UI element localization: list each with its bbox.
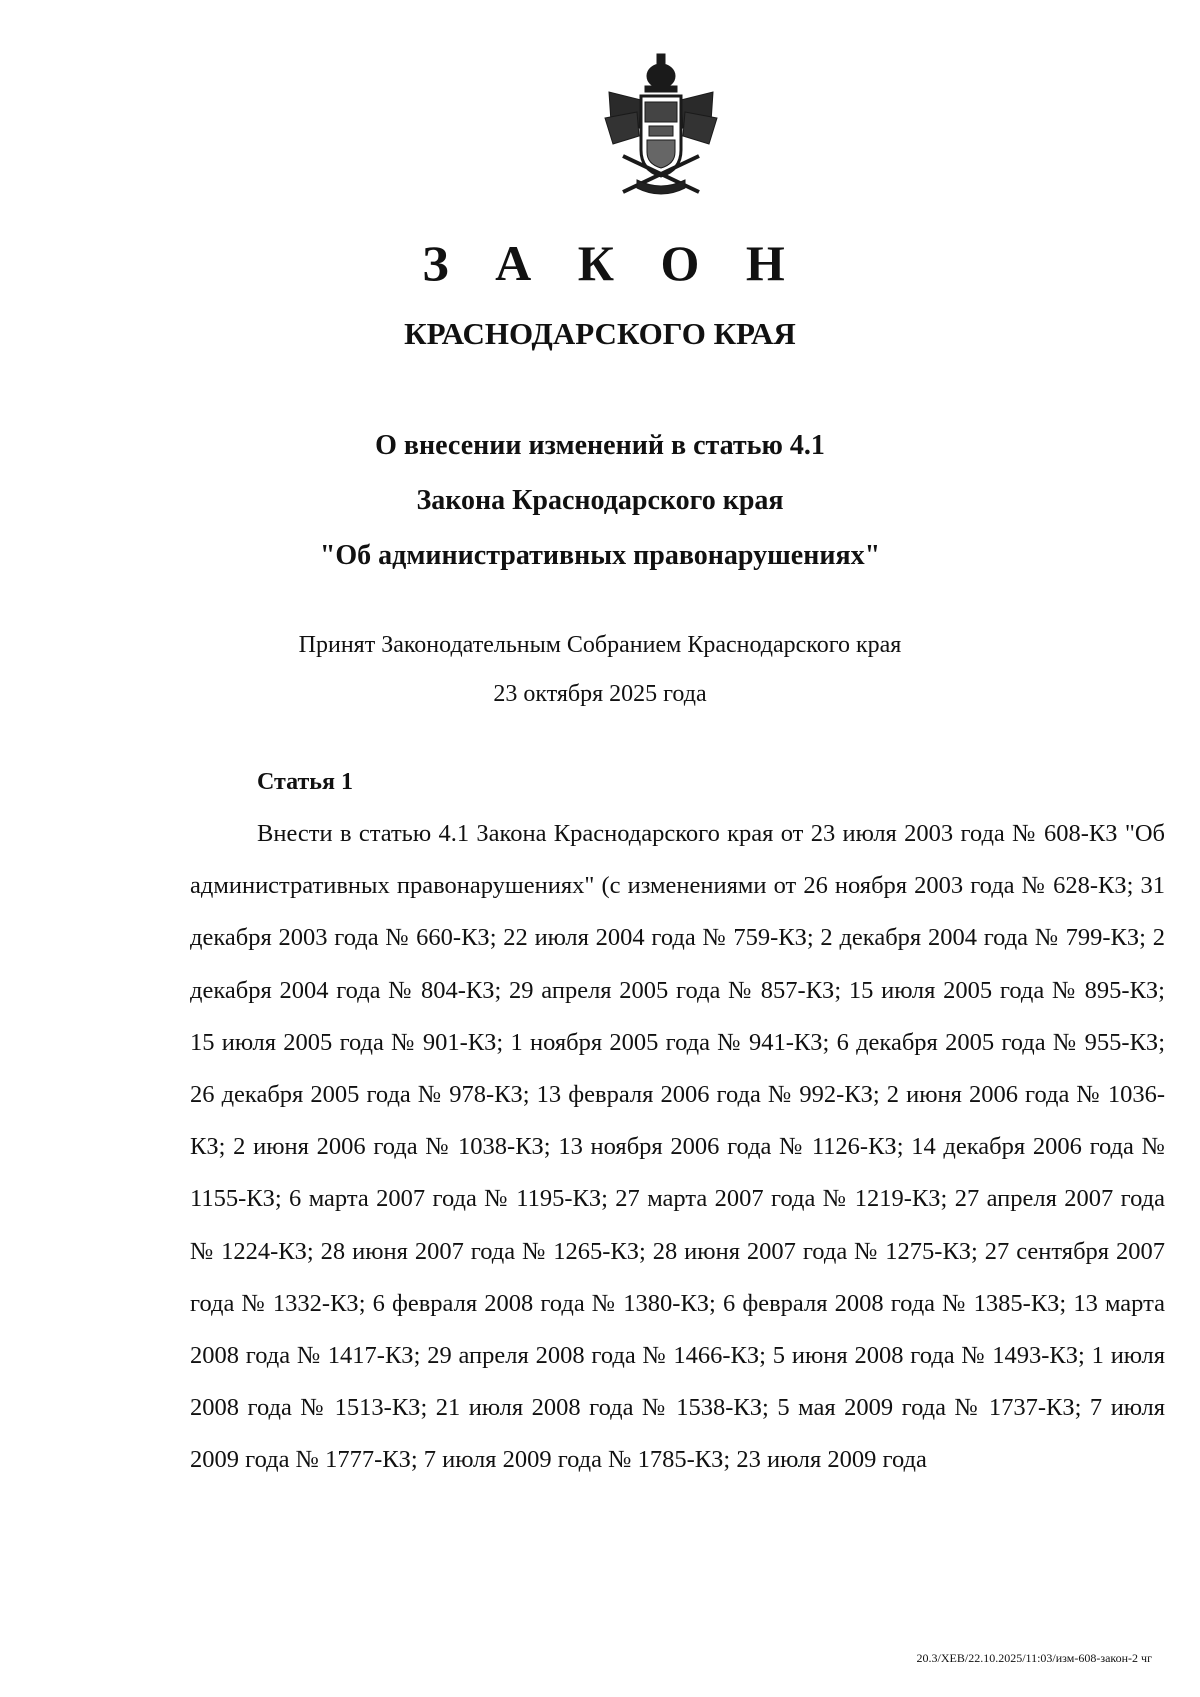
document-subtitle: КРАСНОДАРСКОГО КРАЯ (404, 316, 796, 351)
article-body-text: Внести в статью 4.1 Закона Краснодарского края от 23 июля 2003 года № 608-КЗ "Об административных правонарушениях" (с изменениями от 26 ноября 2003 года № 628-КЗ; 31 декабря 2003 года № 660-КЗ; 22 июля 2004 года № 759-КЗ; 2 декабря 2004 года № 799-КЗ; 2 декабря 2004 года № 804-КЗ; 29 апреля 2005 года № 857-КЗ; 15 июля 2005 года № 895-КЗ; 15 июля 2005 года № 901-КЗ; 1 ноября 2005 года № 941-КЗ; 6 декабря 2005 года № 955-КЗ; 26 декабря 2005 года № 978-КЗ; 13 февраля 2006 года № 992-КЗ; 2 июня 2006 года № 1036-КЗ; 2 июня 2006 года № 1038-КЗ; 13 ноября 2006 года № 1126-КЗ; 14 декабря 2006 года № 1155-КЗ; 6 марта 2007 года № 1195-КЗ; 27 марта 2007 года № 1219-КЗ; 27 апреля 2007 года № 1224-КЗ; 28 июня 2007 года № 1265-КЗ; 28 июня 2007 года № 1275-КЗ; 27 сентября 2007 года № 1332-КЗ; 6 февраля 2008 года № 1380-КЗ; 6 февраля 2008 года № 1385-КЗ; 13 марта 2008 года № 1417-КЗ; 29 апреля 2008 года № 1466-КЗ; 5 июня 2008 года № 1493-КЗ; 1 июля 2008 года № 1513-КЗ; 21 июля 2008 года № 1538-КЗ; 5 мая 2009 года № 1737-КЗ; 7 июля 2009 года № 1777-КЗ; 7 июля 2009 года № 1785-КЗ; 23 июля 2009 года (190, 820, 1165, 1474)
coat-of-arms-icon (601, 52, 721, 202)
adoption-body-text: Принят Законодательным Собранием Краснодарского края (298, 632, 902, 658)
document-footer-code: 20.3/ХЕВ/22.10.2025/11:03/изм-608-закон-2 чг (916, 1651, 1152, 1665)
law-heading-line-2: Закона Краснодарского края (416, 485, 784, 516)
law-heading-line-1: О внесении изменений в статью 4.1 (375, 430, 825, 461)
document-title: З А К О Н (422, 235, 802, 291)
adoption-date: 23 октября 2025 года (493, 681, 707, 707)
law-heading-line-3: "Об административных правонарушениях" (319, 540, 881, 571)
article-title: Статья 1 (257, 769, 353, 795)
